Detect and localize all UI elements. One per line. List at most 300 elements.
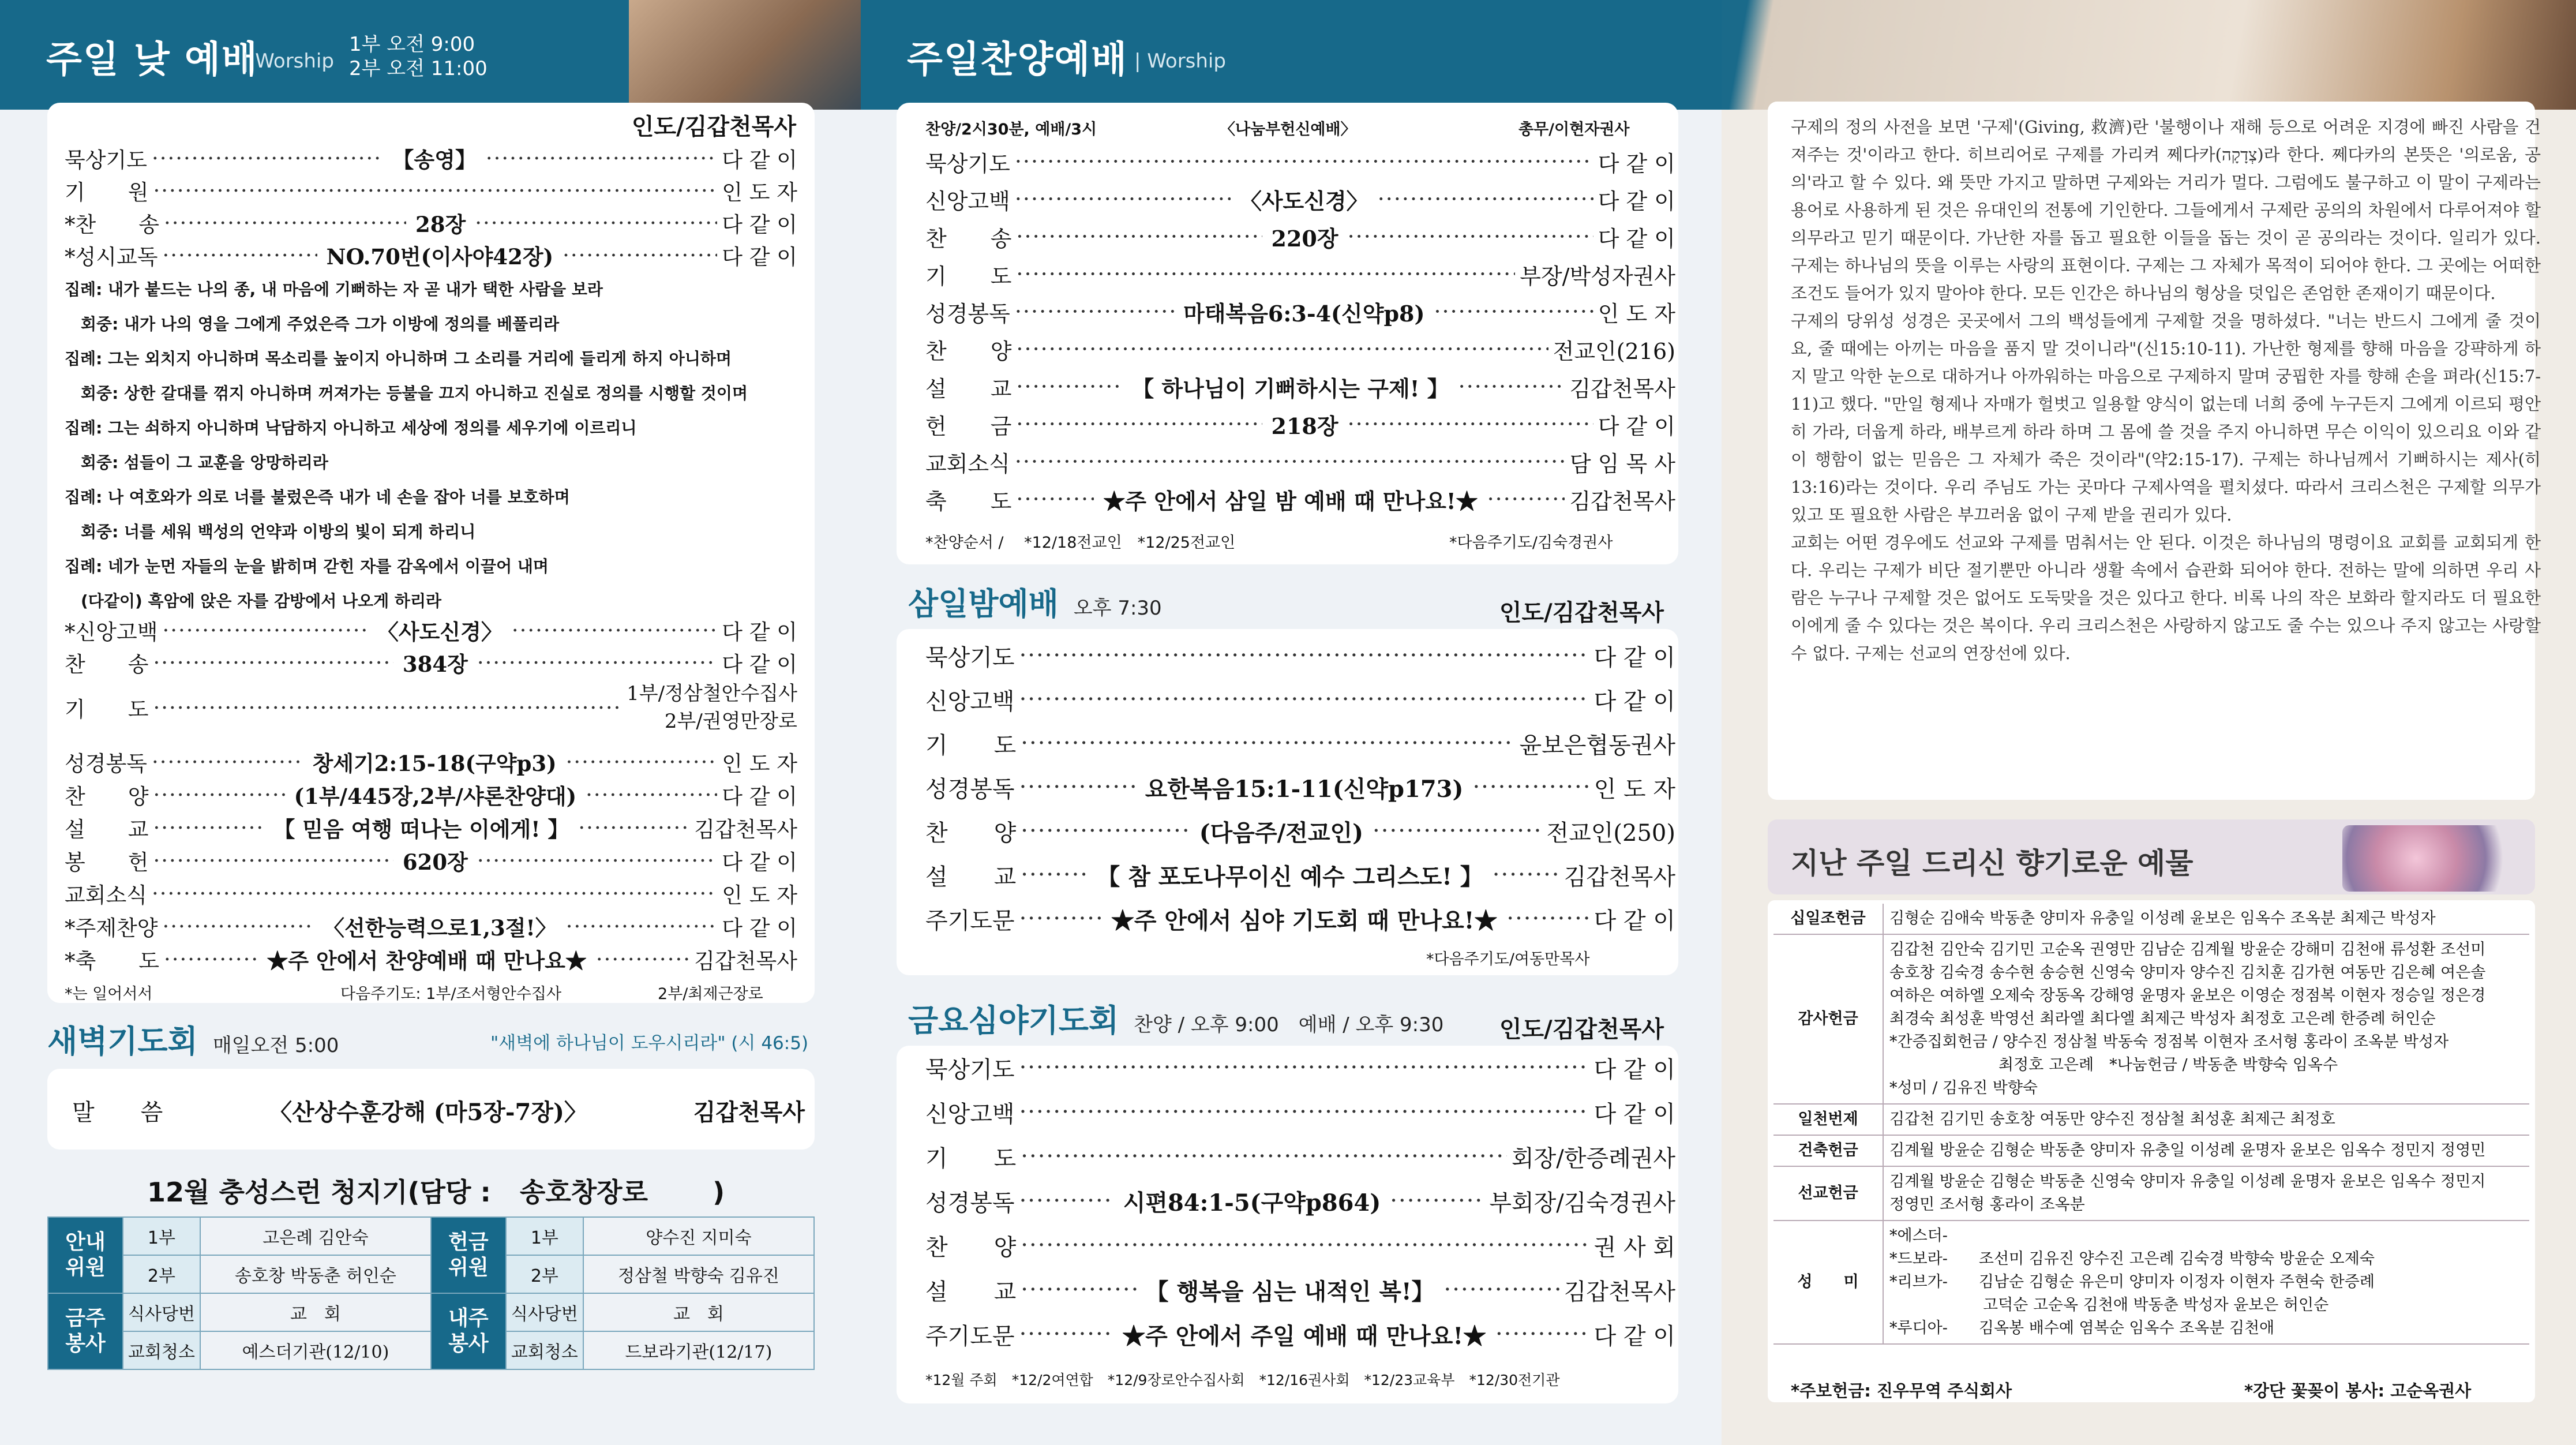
order-item (65, 910, 797, 942)
leader-dots (153, 848, 393, 873)
fri-foot: *12월 주회 *12/2여연합 *12/9장로안수집사회 *12/16권사회 *12/23교육부 *12/30전기관 (925, 1372, 1560, 1388)
leader-dots (153, 783, 284, 807)
item-right: 회장/한증례권사 (1512, 1145, 1675, 1172)
item-right: 부장/박성자권사 (1520, 263, 1675, 289)
order-item (925, 859, 1675, 891)
order-item (925, 727, 1675, 759)
hands-photo (629, 0, 861, 110)
item-content: 창세기2:15-18(구약p3) (312, 751, 557, 776)
responsive-line: 집례: 내가 붙드는 나의 종, 내 마음에 기뻐하는 자 곧 내가 택한 사람을 보라 (65, 280, 603, 299)
order-item (65, 877, 797, 909)
header-times (349, 32, 488, 81)
item-content: 【 믿음 여행 떠나는 이에게! 】 (273, 817, 569, 842)
guide-first-names: 고은례 김안숙 (200, 1217, 431, 1255)
order-item (925, 1318, 1675, 1350)
leader-dots (1348, 224, 1593, 249)
leader-dots (1015, 186, 1231, 212)
item-right: 전교인(216) (1553, 338, 1675, 364)
item-label: 교회소식 (65, 883, 147, 908)
offering-row (1773, 1166, 2529, 1221)
item-content: NO.70번(이사야42장) (326, 244, 554, 269)
order-item (925, 220, 1675, 253)
item-right: 다 같 이 (1598, 188, 1675, 214)
leader-dots (1021, 1143, 1507, 1170)
essay-paragraph: 구제의 정의 사전을 보면 '구제'(Giving, 救濟)란 '불행이나 재해 등으로 어려운 지경에 빠진 사람을 건져주는 것'이라고 한다. 히브리어로 구제를 가리켜 쩨다카(צְדָקָה)라 한다. 쩨다카의 본뜻은 '의로움, 공의'라고 할 수 있다. 왜 뜻만 가지고 말하면 구제와는 거리가 멀다. 그럼에도 불구하고 이 말이 구제라는 용어로 사용하게 된 것은 유대인의 전통에 기인한다. 그들에게서 구제란 공의의 차원에서 다루어져야 할 의무라고 믿기 때문이다. 가난한 자를 돕고 필요한 이들을 돕는 것이 곧 공의라는 것이다. 일리가 있다. 구제는 하나님의 뜻을 이루는 사랑의 표현이다. 구제는 그 자체가 목적이 되어야 한다. 그 곳에는 어떠한 조건도 들어가 있지 말아야 한다. 모든 인간은 하나님의 형상을 덧입은 존엄한 존재이기 때문이다. (1791, 117, 2541, 303)
item-right: 다 같 이 (722, 916, 797, 941)
leader-dots (475, 211, 717, 235)
leader-dots (1016, 411, 1262, 437)
order-item (65, 207, 797, 239)
item-content: 〈선한능력으로1,3절!〉 (323, 915, 557, 941)
wed-title (908, 579, 1162, 624)
leader-dots (1016, 486, 1094, 512)
item-right: 인 도 자 (722, 883, 797, 908)
item-content: 마태복음6:3-4(신약p8) (1183, 300, 1425, 327)
praise-foot-right: *다음주기도/김숙경권사 (1449, 534, 1613, 552)
next-week-header: 내주 봉사 (431, 1293, 506, 1369)
item-right: 김갑천목사 (1563, 863, 1675, 890)
panel-praise-worship (861, 0, 1722, 1445)
guide-first: 1부 (123, 1217, 200, 1255)
item-content: 28장 (415, 212, 466, 237)
leader-dots (1019, 686, 1589, 713)
wed-leader: 인도/김갑천목사 (1499, 599, 1664, 626)
offering-row (1773, 1104, 2529, 1135)
offering-names: 김계월 방윤순 김형순 박동춘 양미자 유충일 이성례 윤명자 윤보은 임옥수 정민지 정영민 (1883, 1135, 2529, 1166)
offer-second: 2부 (506, 1255, 583, 1293)
header-sub-2: | Worship (1134, 50, 1226, 73)
leader-dots (563, 243, 717, 268)
order-item (925, 446, 1675, 478)
item-label: 찬 양 (65, 784, 149, 809)
dawn-verse: "새벽에 하나님이 도우시리라" (시 46:5) (490, 1033, 809, 1054)
offer-first-names: 양수진 지미숙 (583, 1217, 814, 1255)
item-content: ★주 안에서 심야 기도회 때 만나요!★ (1111, 907, 1498, 934)
leader-dots (1373, 818, 1542, 844)
fri-title (908, 996, 1443, 1040)
leader-dots (1019, 1321, 1113, 1347)
item-content: ★주 안에서 찬양예배 때 만나요★ (267, 948, 587, 974)
order-item (65, 142, 797, 174)
item-content: 620장 (402, 849, 468, 875)
meal2-label: 식사당번 (506, 1293, 583, 1331)
item-right: 다 같 이 (1598, 151, 1675, 177)
item-label: 설 교 (925, 863, 1017, 890)
item-content: 【 행복을 심는 내적인 복!】 (1145, 1278, 1435, 1305)
item-label: 설 교 (65, 817, 149, 842)
offering-names: *에스더- *드보라- 조선미 김유진 양수진 고은례 김숙경 박향숙 방윤순 오제숙 *리브가- 김남순 김형순 유은미 양미자 이정자 이현자 주현숙 한증례 고덕순 고순옥 김천애 박동춘 박성자 윤보은 허인순 *루디아- 김옥봉 배수예 염복순 임옥수 조옥분 김천애 (1883, 1221, 2529, 1344)
leader-dots (1021, 818, 1190, 844)
leader-dots (162, 914, 313, 939)
responsive-line: (다같이) 흑암에 앉은 자를 감방에서 나오게 하리라 (81, 592, 442, 611)
dawn-row (72, 1094, 805, 1126)
offering-names: 김갑천 김기민 송호창 여동만 양수진 정삼철 최성훈 최제근 최정호 (1883, 1104, 2529, 1135)
leader-dots (153, 815, 264, 840)
item-label: 성경봉독 (925, 1189, 1015, 1216)
item-content: 218장 (1271, 413, 1338, 439)
responsive-line: 집례: 네가 눈먼 자들의 눈을 밝히며 갇힌 자를 감옥에서 이끌어 내며 (65, 557, 549, 576)
item-content: 384장 (402, 652, 468, 677)
leader-dots (1390, 1188, 1484, 1214)
leader-dots (1016, 224, 1262, 249)
leader-dots (1021, 862, 1088, 888)
leader-dots (1348, 411, 1593, 437)
leader-dots (512, 618, 717, 643)
offer-second-names: 정삼철 박향숙 김유진 (583, 1255, 814, 1293)
time-second: 2부 오전 11:00 (349, 57, 488, 80)
order-item (65, 614, 797, 646)
item-right: 권 사 회 (1593, 1234, 1675, 1261)
order-item (925, 903, 1675, 935)
cross-photo (1722, 0, 2576, 110)
dawn-time: 매일오전 5:00 (212, 1034, 339, 1057)
item-content: ★주 안에서 삼일 밤 예배 때 만나요!★ (1103, 488, 1478, 514)
item-right: 부회장/김숙경권사 (1489, 1189, 1675, 1216)
leader-dots (566, 914, 717, 939)
leader-dots (153, 695, 622, 720)
item-label: 주기도문 (925, 1323, 1015, 1350)
leader-dots (1021, 1232, 1589, 1259)
order-item (65, 778, 797, 811)
time-first: 1부 오전 9:00 (349, 33, 475, 56)
item-right: 김갑천목사 (694, 949, 797, 974)
clean2-label: 교회청소 (506, 1331, 583, 1369)
leader-dots (578, 815, 689, 840)
prayer-second: 2부/권영만장로 (664, 710, 797, 733)
offering-table (1773, 904, 2529, 1345)
fri-time: 찬양 / 오후 9:00 예배 / 오후 9:30 (1134, 1013, 1444, 1036)
order-item (925, 145, 1675, 178)
item-content: ★주 안에서 주일 예배 때 만나요!★ (1122, 1322, 1487, 1350)
bulletin-sponsor: *주보헌금: 진우무역 주식회사 (1791, 1381, 2012, 1401)
order-item (65, 746, 797, 778)
item-right: 다 같 이 (1593, 907, 1675, 934)
item-label: 신앙고백 (925, 688, 1015, 715)
leader-dots (1016, 336, 1548, 362)
foot-next-prayer: 다음주기도: 1부/조서형안수집사 (340, 985, 562, 1003)
item-label: 기 도 (925, 732, 1017, 759)
item-label: 신앙고백 (925, 188, 1010, 214)
item-right: 다 같 이 (722, 652, 797, 677)
foot-stand: *는 일어서서 (65, 985, 153, 1003)
item-right: 다 같 이 (722, 245, 797, 269)
item-label: 설 교 (925, 376, 1012, 402)
leader-dots (164, 947, 257, 972)
praise-time: 찬양/2시30분, 예배/3시 (925, 121, 1097, 138)
order-item (925, 408, 1675, 440)
item-content: (1부/445장,2부/샤론찬양대) (294, 784, 577, 809)
leader-dots (1019, 1188, 1114, 1214)
item-label: 찬 양 (925, 1234, 1017, 1261)
item-label: 기 도 (925, 1145, 1017, 1172)
order-item (925, 815, 1675, 847)
item-right: 다 같 이 (1593, 1100, 1675, 1128)
prayer-row (65, 682, 797, 733)
order-item (65, 646, 797, 679)
leader-dots (153, 650, 393, 675)
praise-chair: 총무/이현자권사 (1518, 121, 1630, 138)
leader-dots (1493, 862, 1559, 888)
item-label: 성경봉독 (925, 776, 1015, 803)
order-item (925, 183, 1675, 215)
header-sunday-worship (0, 0, 861, 110)
leader-dots (152, 146, 383, 171)
responsive-line: 회중: 너를 세워 백성의 언약과 이방의 빛이 되게 하리니 (81, 522, 476, 541)
order-item (925, 1274, 1675, 1306)
item-label: *찬 송 (65, 212, 159, 237)
dawn-preacher: 김갑천목사 (693, 1098, 805, 1126)
order-item (925, 483, 1675, 515)
dawn-title-text: 새벽기도회 (47, 1023, 198, 1060)
responsive-line: 집례: 그는 외치지 아니하며 목소리를 높이지 아니하며 그 소리를 거리에 들리게 하지 아니하며 (65, 349, 732, 368)
leader-dots (152, 881, 717, 906)
guide-second: 2부 (123, 1255, 200, 1293)
item-label: 찬 양 (925, 819, 1017, 847)
responsive-line: 회중: 섬들이 그 교훈을 앙망하리라 (81, 453, 328, 472)
order-item (65, 811, 797, 844)
leader: 인도/김갑천목사 (631, 113, 796, 140)
praise-foot: *찬양순서 / *12/18전교인 *12/25전교인 (925, 534, 1236, 552)
essay-paragraph: 구제의 당위성 성경은 곳곳에서 그의 백성들에게 구제할 것을 명하셨다. "너는 반드시 그에게 줄 것이요, 줄 때에는 아끼는 마음을 품지 말 것이니라"(신15:10-11). 가난한 형제를 향해 마음을 강퍅하게 하지 말고 악한 눈으로 대하거나 아까워하는 마음으로 구제하지 말며 궁핍한 자를 향해 손을 펴라(신15:7-11)고 했다. "만일 형제나 자매가 헐벗고 일용할 양식이 없는데 너희 중에 누구든지 그에게 이르되 평안히 가라, 더웁게 하라, 배부르게 하라 하며 그 몸에 쓸 것을 주지 아니하면 무슨 이익이 있으리요 이와 같이 행함이 없는 믿음은 그 자체가 죽은 것이라"(약2:15-17). 구제는 하나님께서 기뻐하시는 제사(히13:16)라는 것이다. 우리 주님도 가는 곳마다 구제사역을 펼치셨다. 따라서 크리스천은 구제할 의무가 있고 또 필요한 사람은 부끄러움 없이 구제 받을 권리가 있다. (1791, 311, 2541, 525)
order-item (925, 333, 1675, 365)
offering-names: 김계월 방윤순 김형순 박동춘 신영숙 양미자 유충일 이성례 윤명자 윤보은 임옥수 정민지 정영민 조서형 홍라이 조옥분 (1883, 1166, 2529, 1221)
order-item (925, 683, 1675, 716)
guide-header: 안내 위원 (48, 1217, 123, 1293)
header-praise-worship (861, 0, 1722, 110)
item-right: 다 같 이 (722, 212, 797, 237)
leader-dots (1021, 1276, 1136, 1303)
item-label: 찬 송 (925, 226, 1012, 252)
order-item (925, 639, 1675, 672)
order-item (925, 1229, 1675, 1261)
dawn-title (47, 1017, 339, 1061)
leader-dots (1506, 905, 1589, 932)
item-content: 시편84:1-5(구약p864) (1123, 1189, 1381, 1216)
leader-dots (1021, 730, 1514, 757)
prayer-right (627, 680, 797, 735)
item-content: 【송영】 (392, 147, 477, 173)
leader-dots (1019, 774, 1136, 800)
order-item (925, 1096, 1675, 1128)
leader-dots (1434, 299, 1593, 324)
offer-title: 지난 주일 드리신 향기로운 예물 (1791, 847, 2193, 880)
prayer-first: 1부/정삼철안수집사 (627, 682, 797, 705)
responsive-line: 집례: 그는 쇠하지 아니하며 낙담하지 아니하고 세상에 정의를 세우기에 이르리니 (65, 418, 637, 437)
offering-kind: 일천번제 (1773, 1104, 1883, 1135)
leader-dots (162, 243, 317, 268)
leader-dots (1015, 149, 1593, 174)
header-sub: | Worship (242, 50, 334, 73)
leader-dots (1019, 642, 1589, 669)
order-item (65, 239, 797, 271)
wed-time: 오후 7:30 (1073, 597, 1162, 620)
item-label: 축 도 (925, 488, 1012, 514)
item-right: 김갑천목사 (1569, 488, 1675, 514)
item-label: 묵상기도 (925, 151, 1010, 177)
leader-dots (477, 848, 717, 873)
item-content: 〈사도신경〉 (1239, 188, 1368, 214)
fri-leader: 인도/김갑천목사 (1499, 1016, 1664, 1043)
item-right: 다 같 이 (1593, 688, 1675, 715)
fri-title-text: 금요심야기도회 (908, 1002, 1119, 1039)
column-essay (1791, 113, 2541, 667)
order-item (925, 771, 1675, 803)
leader-dots (1015, 299, 1174, 324)
offering-names: 김갑천 김안숙 김기민 고순옥 권영만 김남순 김계월 방윤순 강해미 김천애 류성환 조선미 송호창 김숙경 송수현 송승현 신영숙 양미자 양수진 김치훈 김가현 여동만 김은혜 여은솔 여하은 여하엘 오제숙 장동옥 강해영 윤명자 윤보은 이영순 정점복 이현자 정승일 정은경 최경숙 최성훈 박영선 최라엘 최다엘 최제근 박성자 최정호 고은례 한증례 허인순 *간증집회헌금 / 양수진 정삼철 박동숙 정점복 이현자 조서형 홍라이 조옥분 박성자 최정호 고은례 *나눔헌금 / 박동춘 박향숙 임옥수 *성미 / 김유진 박향숙 (1883, 934, 2529, 1104)
offering-kind: 선교헌금 (1773, 1166, 1883, 1221)
item-right: 김갑천목사 (694, 817, 797, 842)
order-item (925, 258, 1675, 290)
duty-title (147, 1171, 725, 1210)
duty-chair: 송호창장로 (519, 1177, 648, 1208)
offering-row (1773, 934, 2529, 1104)
item-right: 김갑천목사 (1563, 1278, 1675, 1305)
leader-dots (1015, 449, 1565, 474)
this-week-header: 금주 봉사 (48, 1293, 123, 1369)
responsive-line: 회중: 상한 갈대를 꺾지 아니하며 꺼져가는 등불을 끄지 아니하고 진실로 정의를 시행할 것이며 (81, 384, 748, 403)
offering-kind: 건축헌금 (1773, 1135, 1883, 1166)
item-right: 다 같 이 (1593, 1056, 1675, 1083)
item-right: 다 같 이 (1593, 644, 1675, 671)
order-item (925, 295, 1675, 328)
leader-dots (1019, 1054, 1589, 1081)
leader-dots (162, 618, 368, 643)
leader-dots (153, 178, 717, 203)
item-label: 묵상기도 (65, 148, 147, 173)
item-right: 윤보은협동권사 (1519, 732, 1675, 759)
responsive-line: 집례: 나 여호와가 의로 너를 불렀은즉 내가 네 손을 잡아 너를 보호하며 (65, 488, 570, 507)
offering-kind: 십일조헌금 (1773, 904, 1883, 934)
praise-theme: 〈나눔부헌신예배〉 (1220, 121, 1356, 138)
item-right: 다 같 이 (722, 850, 797, 875)
header-title-2: 주일찬양예배 (907, 39, 1128, 81)
leader-dots (1444, 1276, 1559, 1303)
leader-dots (477, 650, 717, 675)
clean-value: 예스더기관(12/10) (200, 1331, 431, 1369)
item-label: 성경봉독 (925, 301, 1010, 327)
header-title: 주일 낮 예배 (46, 39, 258, 81)
clean-label: 교회청소 (123, 1331, 200, 1369)
item-right: 인 도 자 (722, 751, 797, 776)
item-right: 인 도 자 (722, 180, 797, 205)
item-content: 220장 (1271, 225, 1338, 252)
leader-dots (1016, 261, 1515, 287)
offering-kind: 성 미 (1773, 1221, 1883, 1344)
meal2-value: 교 회 (583, 1293, 814, 1331)
wed-foot: *다음주기도/여동만목사 (1426, 950, 1590, 968)
order-item (925, 1051, 1675, 1084)
leader-dots (1019, 1099, 1589, 1125)
item-right: 담 임 목 사 (1569, 451, 1675, 477)
item-label: 봉 헌 (65, 850, 149, 875)
item-right: 다 같 이 (1598, 413, 1675, 439)
item-label: 주기도문 (925, 907, 1015, 934)
meal-value: 교 회 (200, 1293, 431, 1331)
dawn-sermon: 〈산상수훈강해 (마5장-7장)〉 (269, 1098, 587, 1126)
item-label: 성경봉독 (65, 751, 147, 776)
item-right: 다 같 이 (1598, 226, 1675, 252)
order-item (65, 844, 797, 877)
leader-dots (1016, 374, 1123, 399)
item-label: 기 원 (65, 180, 149, 205)
leader-dots (1458, 374, 1565, 399)
item-right: 전교인(250) (1546, 819, 1675, 847)
wed-title-text: 삼일밤예배 (908, 586, 1059, 622)
item-label: *축 도 (65, 949, 159, 974)
prayer-label: 기 도 (65, 697, 149, 722)
order-item (925, 1140, 1675, 1173)
offer-first: 1부 (506, 1217, 583, 1255)
offering-kind: 감사헌금 (1773, 934, 1883, 1104)
item-right: 김갑천목사 (1569, 376, 1675, 402)
order-item (925, 370, 1675, 403)
leader-dots (164, 211, 406, 235)
item-content: 【 참 포도나무이신 예수 그리스도! 】 (1097, 863, 1483, 890)
item-label: 교회소식 (925, 451, 1010, 477)
item-right: 다 같 이 (722, 620, 797, 645)
offer-header: 헌금 위원 (431, 1217, 506, 1293)
leader-dots (566, 750, 718, 774)
item-right: 인 도 자 (1598, 301, 1675, 327)
panel-sunday-worship (0, 0, 861, 1445)
item-label: *신앙고백 (65, 620, 158, 645)
leader-dots (1495, 1321, 1589, 1347)
leader-dots (586, 783, 717, 807)
item-label: *성시교독 (65, 245, 158, 269)
leader-dots (1487, 486, 1565, 512)
item-label: 기 도 (925, 263, 1012, 289)
item-right: 다 같 이 (722, 148, 797, 173)
item-content: (다음주/전교인) (1199, 819, 1364, 847)
leader-dots (486, 146, 717, 171)
leader-dots (1472, 774, 1589, 800)
order-item (65, 174, 797, 207)
offering-row (1773, 904, 2529, 934)
leader-dots (1378, 186, 1593, 212)
item-label: 찬 송 (65, 652, 149, 677)
offering-row (1773, 1135, 2529, 1166)
leader-dots (152, 750, 303, 774)
essay-paragraph: 교회는 어떤 경우에도 선교와 구제를 멈춰서는 안 된다. 이것은 하나님의 명령이요 교회를 교회되게 한다. 우리는 구제가 비단 절기뿐만 아니라 생활 속에서 습관화 되어야 한다. 전하는 말에 의하면 우리 사람은 누구나 구제할 것은 없어도 도둑맞을 것은 있다고 한다. 비록 나의 작은 보화라 할지라도 더 필요한 이에게 줄 수 있다는 것은 복이다. 우리 크리스천은 사랑하지 않고도 줄 수는 있으나 주지 않고는 사랑할 수 없다. 구제는 선교의 연장선에 있다. (1791, 533, 2541, 663)
item-content: 〈사도신경〉 (377, 619, 503, 645)
order-item (65, 943, 797, 975)
duty-title-c: ) (713, 1177, 725, 1208)
item-label: 헌 금 (925, 413, 1012, 439)
leader-dots (1019, 905, 1102, 932)
item-right: 다 같 이 (1593, 1323, 1675, 1350)
meal-label: 식사당번 (123, 1293, 200, 1331)
foot-next-prayer-2: 2부/최제근장로 (658, 985, 763, 1003)
offering-names: 김형순 김애숙 박동춘 양미자 유충일 이성례 윤보은 임옥수 조옥분 최제근 박성자 (1883, 904, 2529, 934)
item-content: 요한복음15:1-11(신약p173) (1145, 775, 1464, 803)
flower-photo (2342, 825, 2527, 892)
item-label: *주제찬양 (65, 916, 158, 941)
leader-dots (596, 947, 689, 972)
duty-title-a: 12월 충성스런 청지기(담당 : (147, 1177, 491, 1208)
flower-volunteer: *강단 꽃꽂이 봉사: 고순옥권사 (2244, 1381, 2472, 1401)
item-label: 묵상기도 (925, 644, 1015, 671)
clean2-value: 드보라기관(12/17) (583, 1331, 814, 1369)
item-label: 설 교 (925, 1278, 1017, 1305)
item-right: 다 같 이 (722, 784, 797, 809)
item-label: 묵상기도 (925, 1056, 1015, 1083)
guide-second-names: 송호창 박동춘 허인순 (200, 1255, 431, 1293)
item-right: 인 도 자 (1593, 776, 1675, 803)
item-label: 신앙고백 (925, 1100, 1015, 1128)
item-label: 찬 양 (925, 338, 1012, 364)
offering-row (1773, 1221, 2529, 1344)
order-item (925, 1185, 1675, 1217)
